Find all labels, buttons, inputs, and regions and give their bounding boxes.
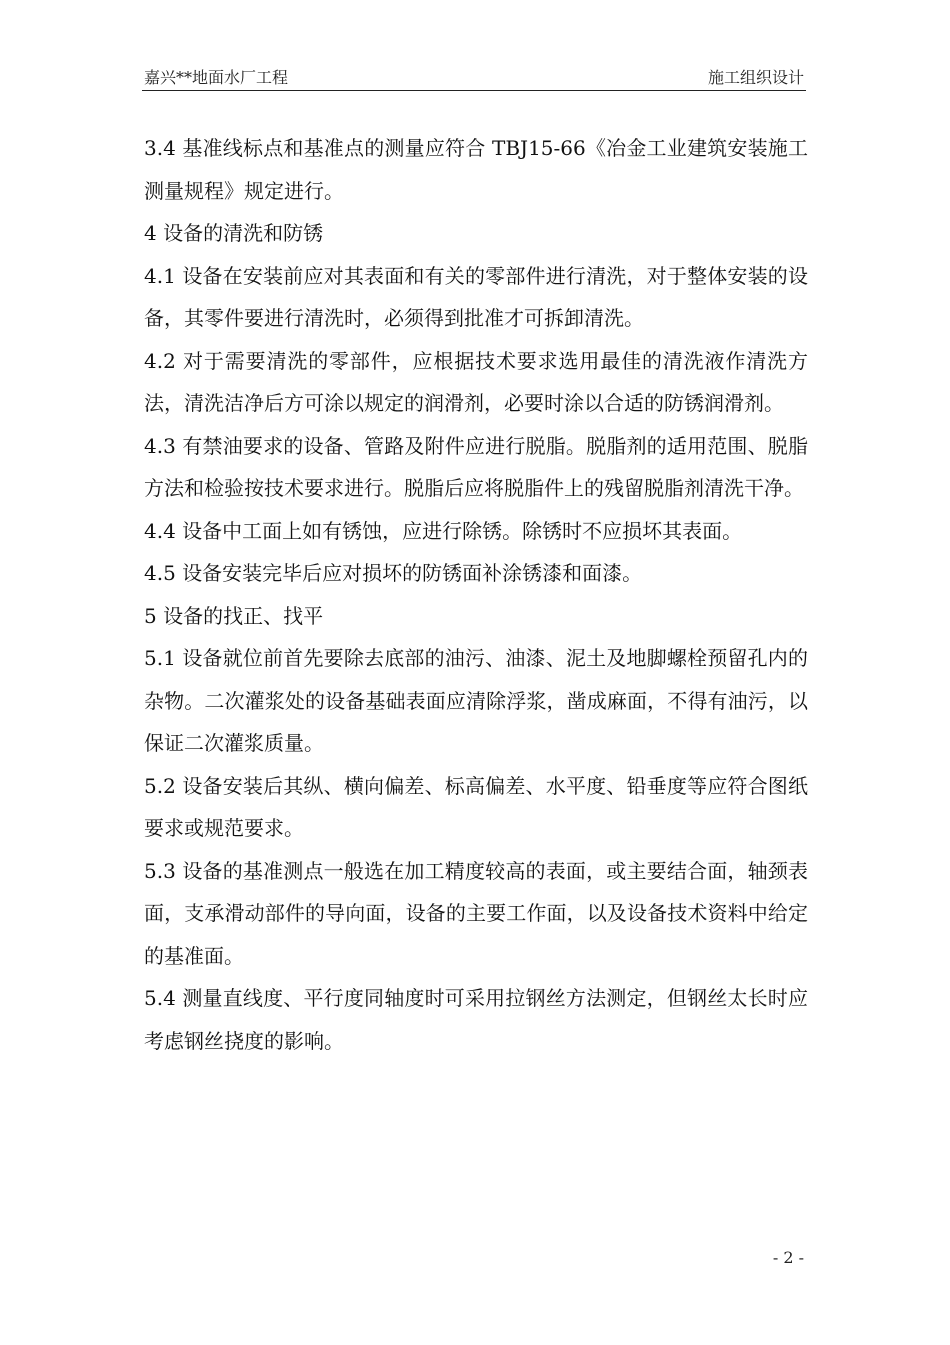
paragraph-4-1: 4.1 设备在安装前应对其表面和有关的零部件进行清洗，对于整体安装的设备，其零件要进行清洗时，必须得到批准才可拆卸清洗。: [144, 263, 808, 330]
page-number: - 2 -: [772, 1248, 804, 1267]
paragraph-4-2: 4.2 对于需要清洗的零部件，应根据技术要求选用最佳的清洗液作清洗方法，清洗洁净后方可涂以规定的润滑剂，必要时涂以合适的防锈润滑剂。: [144, 348, 808, 415]
section-heading-5: 5 设备的找正、找平: [144, 603, 324, 628]
paragraph-5-4: 5.4 测量直线度、平行度同轴度时可采用拉钢丝方法测定，但钢丝太长时应考虑钢丝挠度的影响。: [144, 986, 808, 1053]
paragraph-5-3: 5.3 设备的基准测点一般选在加工精度较高的表面，或主要结合面，轴颈表面，支承滑动部件的导向面，设备的主要工作面，以及设备技术资料中给定的基准面。: [144, 858, 808, 968]
header-project-title: 嘉兴**地面水厂工程: [144, 68, 289, 87]
paragraph-5-1: 5.1 设备就位前首先要除去底部的油污、油漆、泥土及地脚螺栓预留孔内的杂物。二次灌浆处的设备基础表面应清除浮浆，凿成麻面，不得有油污，以保证二次灌浆质量。: [144, 646, 808, 755]
paragraph-3-4: 3.4 基准线标点和基准点的测量应符合 TBJ15-66《冶金工业建筑安装施工测量规程》规定进行。: [144, 136, 808, 203]
paragraph-5-2: 5.2 设备安装后其纵、横向偏差、标高偏差、水平度、铅垂度等应符合图纸要求或规范要求。: [144, 773, 808, 840]
document-body: [144, 127, 808, 1062]
paragraph-4-5: 4.5 设备安装完毕后应对损坏的防锈面补涂锈漆和面漆。: [144, 561, 643, 585]
header-document-title: 施工组织设计: [707, 68, 804, 87]
paragraph-4-4: 4.4 设备中工面上如有锈蚀，应进行除锈。除锈时不应损坏其表面。: [144, 518, 743, 543]
paragraph-4-3: 4.3 有禁油要求的设备、管路及附件应进行脱脂。脱脂剂的适用范围、脱脂方法和检验按技术要求进行。脱脂后应将脱脂件上的残留脱脂剂清洗干净。: [144, 433, 808, 500]
section-heading-4: 4 设备的清洗和防锈: [144, 221, 324, 245]
page-header: [142, 66, 806, 91]
